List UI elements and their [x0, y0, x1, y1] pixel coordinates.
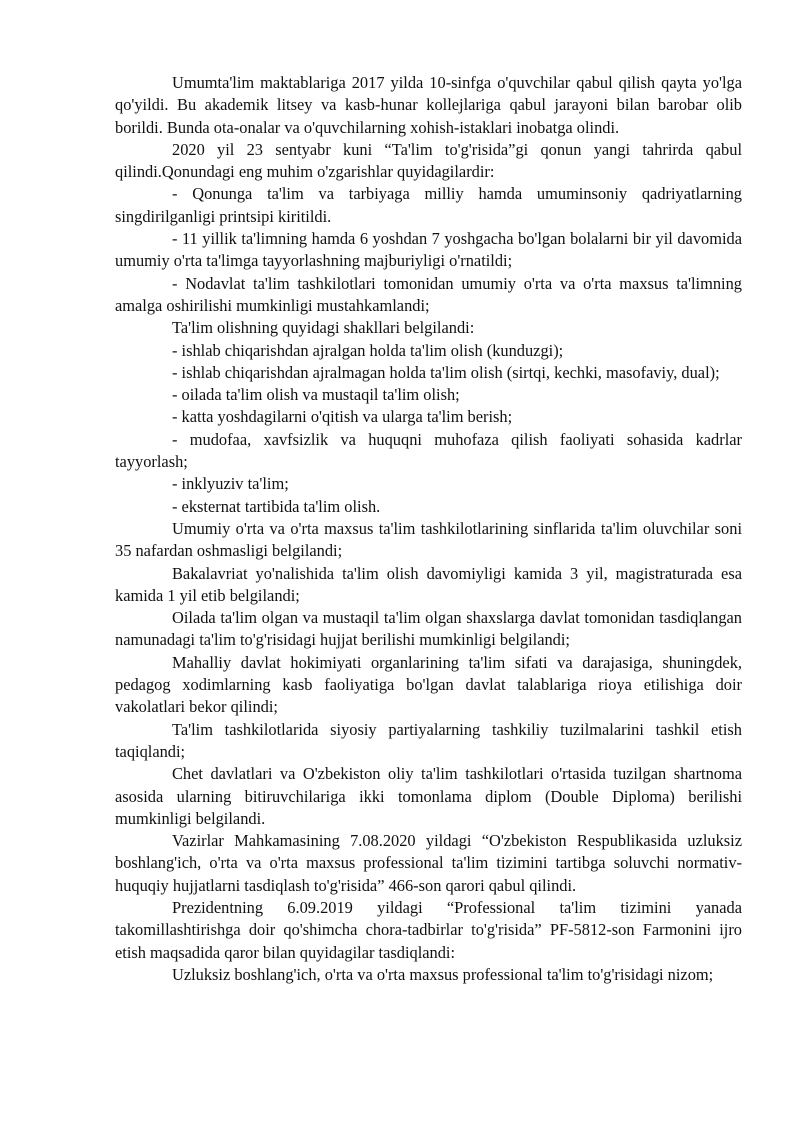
- paragraph-regulation: Uzluksiz boshlang'ich, o'rta va o'rta maxsus professional ta'lim to'g'risidagi nizom;: [172, 964, 714, 984]
- paragraph-political-parties: Ta'lim tashkilotlarida siyosiy partiyalarning tashkiliy tuzilmalarini tashkil etish taqiqlandi;: [115, 719, 742, 761]
- paragraph-education-forms: Ta'lim olishning quyidagi shakllari belgilandi:: [172, 318, 475, 338]
- list-item-mandatory-education: - 11 yillik ta'limning hamda 6 yoshdan 7 yoshgacha bo'lgan bolalarni bir yil davomida umumiy o'rta ta'limga tayyorlashning majburiyligi o'rnatildi;: [115, 229, 742, 271]
- paragraph-cabinet-resolution: Vazirlar Mahkamasining 7.08.2020 yildagi “O'zbekiston Respublikasida uzluksiz boshlang'ich, o'rta va o'rta maxsus professional ta'lim tizimini tartibga soluvchi normativ-huquqiy hujjatlarni tasdiqlash to'g'risida” 466-son qarori qabul qilindi.: [115, 831, 742, 895]
- paragraph-local-authority: Mahalliy davlat hokimiyati organlarining ta'lim sifati va darajasiga, shuningdek, pedagog xodimlarning kasb faoliyatiga bo'lgan davlat talablariga rioya etilishiga doir vakolatlari bekor qilindi;: [115, 652, 742, 717]
- paragraph-bachelor-duration: Bakalavriat yo'nalishida ta'lim olish davomiyligi kamida 3 yil, magistraturada esa kamida 1 yil etib belgilandi;: [115, 563, 742, 605]
- list-item-values-principle: - Qonunga ta'lim va tarbiyaga milliy hamda umuminsoniy qadriyatlarning singdirilganligi printsipi kiritildi.: [115, 184, 742, 226]
- list-item-external: - eksternat tartibida ta'lim olish.: [172, 496, 381, 516]
- paragraph-double-diploma: Chet davlatlari va O'zbekiston oliy ta'lim tashkilotlari o'rtasida tuzilgan shartnoma asosida ularning bitiruvchilariga ikki tomonlama diplom (Double Diploma) berilishi mumkinligi belgilandi.: [115, 764, 742, 828]
- paragraph-family-education-document: Oilada ta'lim olgan va mustaqil ta'lim olgan shaxslarga davlat tomonidan tasdiqlangan namunadagi ta'lim to'g'risidagi hujjat berilishi mumkinligi belgilandi;: [115, 608, 742, 650]
- list-item-part-time: - ishlab chiqarishdan ajralmagan holda ta'lim olish (sirtqi, kechki, masofaviy, dual);: [172, 362, 720, 382]
- list-item-inclusive: - inklyuziv ta'lim;: [172, 474, 289, 494]
- paragraph-school-admission: Umumta'lim maktablariga 2017 yilda 10-sinfga o'quvchilar qabul qilish qayta yo'lga qo'yildi. Bu akademik litsey va kasb-hunar kollejlariga qabul jarayoni bilan barobar olib borildi. Bunda ota-onalar va o'quvchilarning xohish-istaklari inobatga olindi.: [115, 73, 742, 137]
- paragraph-education-law: 2020 yil 23 sentyabr kuni “Ta'lim to'g'risida”gi qonun yangi tahrirda qabul qilindi.Qonundagi eng muhim o'zgarishlar quyidagilardir:: [115, 139, 742, 182]
- list-item-adult-education: - katta yoshdagilarni o'qitish va ularga ta'lim berish;: [172, 407, 513, 427]
- paragraph-class-size: Umumiy o'rta va o'rta maxsus ta'lim tashkilotlarining sinflarida ta'lim oluvchilar soni 35 nafardan oshmasligi belgilandi;: [115, 518, 742, 561]
- paragraph-presidential-decree: Prezidentning 6.09.2019 yildagi “Professional ta'lim tizimini yanada takomillashtirishga doir qo'shimcha chora-tadbirlar to'g'risida” PF-5812-son Farmonini ijro etish maqsadida qaror bilan quyidagilar tasdiqlandi:: [115, 897, 742, 962]
- list-item-defense-training: - mudofaa, xavfsizlik va huquqni muhofaza qilish faoliyati sohasida kadrlar tayyorlash;: [115, 429, 742, 472]
- list-item-full-time: - ishlab chiqarishdan ajralgan holda ta'lim olish (kunduzgi);: [172, 340, 564, 360]
- document-page: [115, 72, 742, 986]
- list-item-family-education: - oilada ta'lim olish va mustaqil ta'lim olish;: [172, 385, 460, 405]
- list-item-non-state-education: - Nodavlat ta'lim tashkilotlari tomonidan umumiy o'rta va o'rta maxsus ta'limning amalga oshirilishi mumkinligi mustahkamlandi;: [115, 273, 742, 315]
